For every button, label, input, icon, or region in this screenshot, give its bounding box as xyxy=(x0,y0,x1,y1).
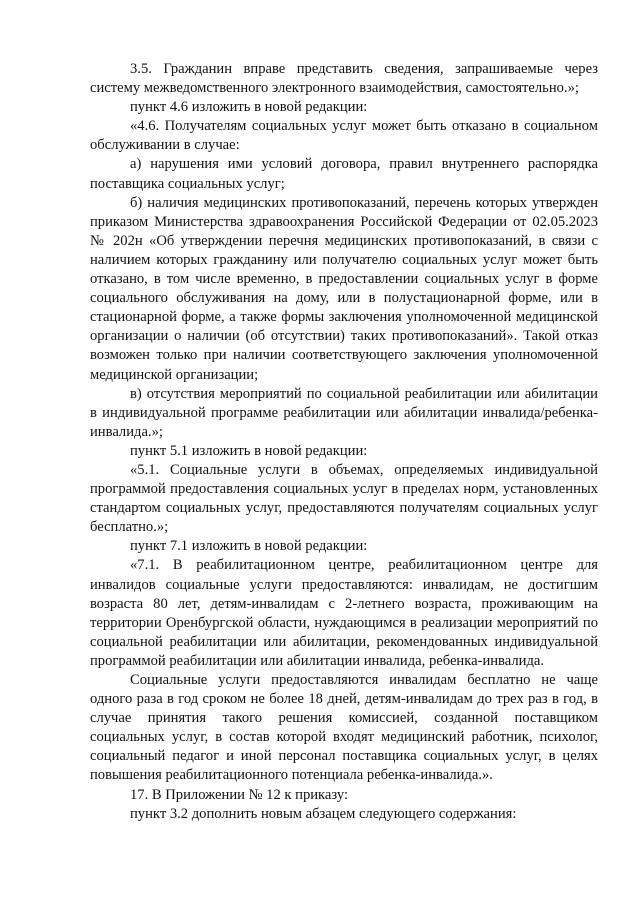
paragraph-amend-5-1: пункт 5.1 изложить в новой редакции: xyxy=(130,442,368,459)
paragraph-item-a: а) нарушения ими условий договора, правил внутреннего распорядка поставщика социальных услуг; xyxy=(90,156,598,192)
paragraph-5-1: «5.1. Социальные услуги в объемах, определяемых индивидуальной программой предоставления социальных услуг в пределах норм, установленных стандартом социальных услуг, предоставляются получателям социальных услуг бесплатно.»; xyxy=(90,461,598,536)
paragraph-amend-7-1: пункт 7.1 изложить в новой редакции: xyxy=(130,538,368,555)
paragraph-7-1: «7.1. В реабилитационном центре, реабилитационном центре для инвалидов социальные услуги предоставляются: инвалидам, не достигшим возраста 80 лет, детям-инвалидам с 2-летнего возраста, проживающим на территории Оренбургской области, нуждающимся в реализации мероприятий по социальной реабилитации или абилитации, рекомендованных индивидуальной программой реабилитации или абилитации инвалида, ребенка-инвалида. xyxy=(90,557,598,669)
paragraph-3-5: 3.5. Гражданин вправе представить сведения, запрашиваемые через систему межведомственного электронного взаимодействия, самостоятельно.»; xyxy=(90,61,598,97)
paragraph-item-17: 17. В Приложении № 12 к приказу: xyxy=(130,786,349,803)
paragraph-amend-3-2: пункт 3.2 дополнить новым абзацем следующего содержания: xyxy=(130,805,517,822)
paragraph-7-1-cont: Социальные услуги предоставляются инвалидам бесплатно не чаще одного раза в год сроком не более 18 дней, детям-инвалидам до трех раз в год, в случае принятия такого решения комиссией, созданной поставщиком социальных услуг, в состав которой входят медицинский работник, психолог, социальный педагог и иной персонал поставщика социальных услуг, в целях повышения реабилитационного потенциала ребенка-инвалида.». xyxy=(90,672,598,784)
paragraph-item-b: б) наличия медицинских противопоказаний, перечень которых утвержден приказом Министерства здравоохранения Российской Федерации от 02.05.2023 № 202н «Об утверждении перечня медицинских противопоказаний, в связи с наличием которых гражданину или получателю социальных услуг может быть отказано, в том числе временно, в предоставлении социальных услуг в форме социального обслуживания на дому, или в полустационарной форме, или в стационарной форме, а также формы заключения уполномоченной медицинской организации о наличии (об отсутствии) таких противопоказаний». Такой отказ возможен только при наличии соответствующего заключения уполномоченной медицинской организации; xyxy=(90,194,598,383)
document-page xyxy=(90,60,598,824)
paragraph-item-v: в) отсутствия мероприятий по социальной реабилитации или абилитации в индивидуальной программе реабилитации или абилитации инвалида/ребенка-инвалида.»; xyxy=(90,385,598,440)
paragraph-4-6: «4.6. Получателям социальных услуг может быть отказано в социальном обслуживании в случае: xyxy=(90,118,598,154)
paragraph-amend-4-6: пункт 4.6 изложить в новой редакции: xyxy=(130,99,368,116)
